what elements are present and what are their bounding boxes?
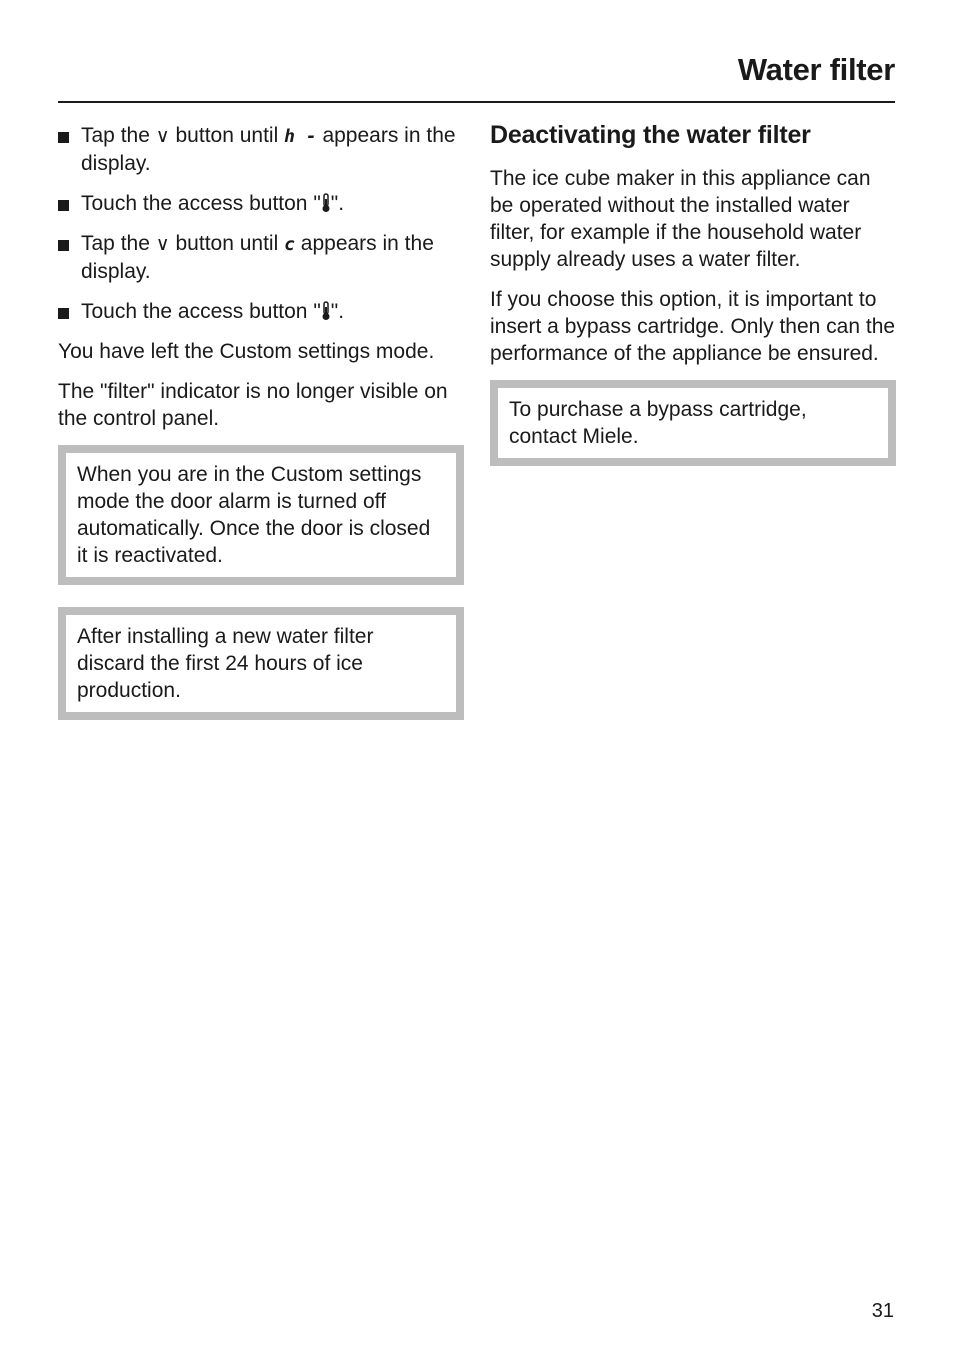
chevron-down-icon: ∨ — [155, 233, 170, 255]
thermometer-icon — [321, 193, 331, 213]
note-box — [490, 380, 896, 466]
page-header — [58, 50, 895, 103]
step-text-mid: button until — [175, 232, 279, 255]
chevron-down-icon: ∨ — [155, 125, 170, 147]
square-bullet-icon — [58, 308, 69, 319]
step-text-mid: button until — [175, 124, 279, 147]
step-text-post: appears in the display. — [81, 232, 434, 283]
body-paragraph: If you choose this option, it is important to insert a bypass cartridge. Only then can the performance of the appliance be ensured. — [490, 288, 896, 365]
step-text-pre: Tap the — [81, 124, 150, 147]
step-text-post: appears in the display. — [81, 124, 456, 175]
step-text-post: ". — [330, 192, 345, 215]
left-column — [58, 122, 464, 720]
display-code: c — [284, 234, 295, 255]
note-box — [58, 607, 464, 720]
step-text-post: ". — [330, 300, 345, 323]
step-text-pre: Touch the access button " — [81, 300, 321, 323]
body-paragraph: The ice cube maker in this appliance can be operated without the installed water filter, for example if the household water supply already uses a water filter. — [490, 167, 871, 271]
square-bullet-icon — [58, 200, 69, 211]
instruction-step — [58, 190, 464, 217]
note-text: When you are in the Custom settings mode the door alarm is turned off automatically. Once the door is closed it is reactivated. — [77, 463, 431, 567]
instruction-step — [58, 230, 464, 285]
instruction-step — [58, 122, 464, 177]
spacer — [58, 585, 464, 607]
square-bullet-icon — [58, 240, 69, 251]
thermometer-icon — [321, 301, 331, 321]
instruction-step — [58, 298, 464, 325]
display-code: h - — [284, 126, 317, 147]
right-column — [490, 118, 896, 466]
note-box — [58, 445, 464, 585]
square-bullet-icon — [58, 132, 69, 143]
section-heading: Deactivating the water filter — [490, 121, 811, 149]
note-text: After installing a new water filter discard the first 24 hours of ice production. — [77, 625, 374, 702]
step-text-pre: Tap the — [81, 232, 150, 255]
body-paragraph: The "filter" indicator is no longer visible on the control panel. — [58, 380, 448, 430]
note-text: To purchase a bypass cartridge, contact Miele. — [509, 398, 807, 448]
step-text-pre: Touch the access button " — [81, 192, 321, 215]
body-paragraph: You have left the Custom settings mode. — [58, 340, 435, 363]
page-number: 31 — [871, 1300, 894, 1322]
page-title: Water filter — [737, 52, 895, 87]
